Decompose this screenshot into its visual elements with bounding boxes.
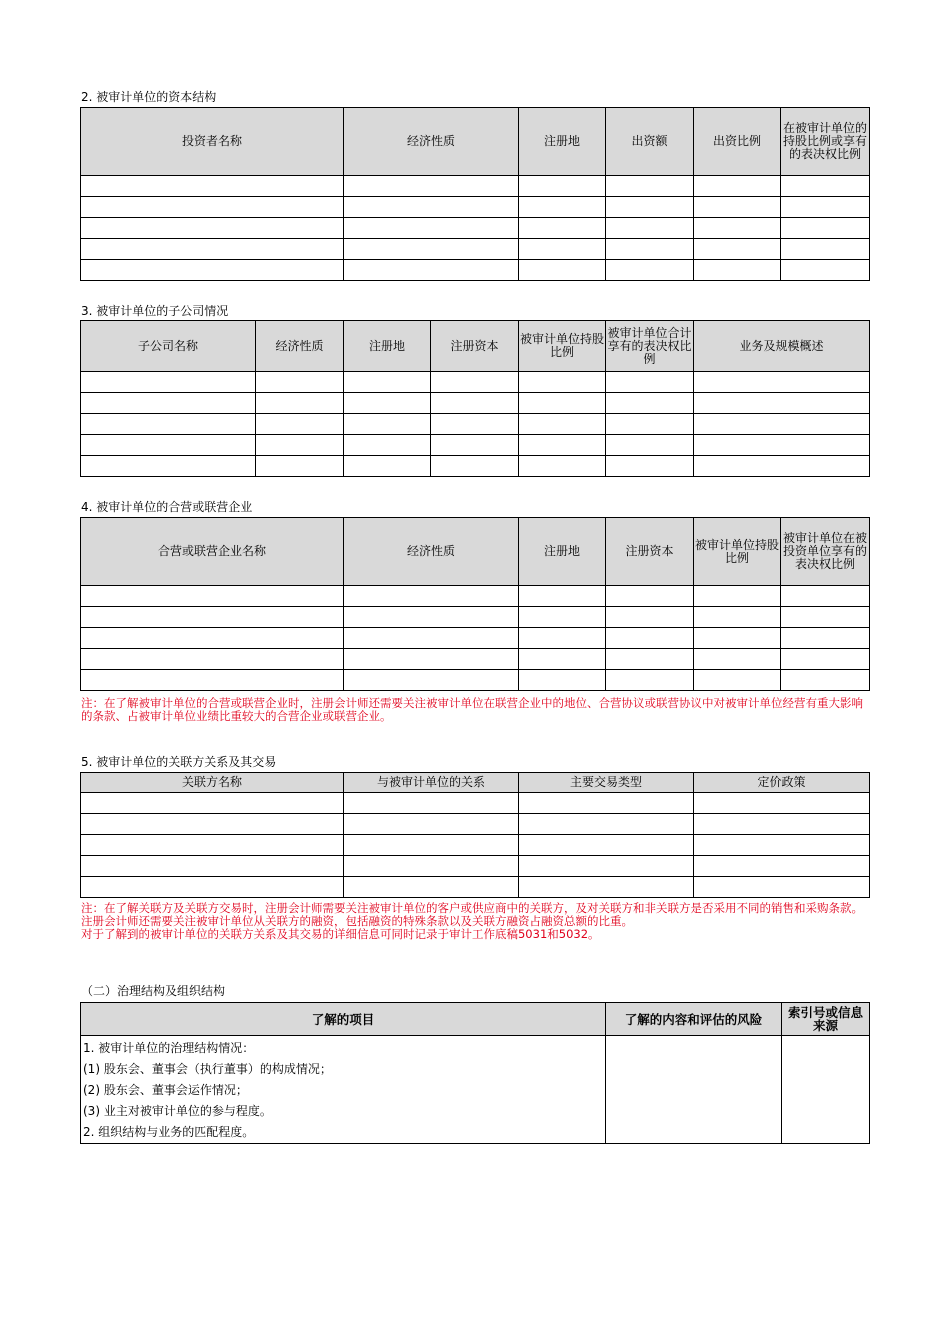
header-economic-nature: 经济性质 bbox=[344, 518, 519, 586]
header-related-party-name: 关联方名称 bbox=[81, 773, 344, 793]
governance-item: (3) 业主对被审计单位的参与程度。 bbox=[83, 1104, 272, 1118]
table-row bbox=[81, 260, 870, 281]
header-voting-ratio: 被审计单位在被投资单位享有的表决权比例 bbox=[781, 518, 870, 586]
related-parties-note bbox=[81, 902, 871, 941]
header-subsidiary-name: 子公司名称 bbox=[81, 321, 256, 372]
header-business-overview: 业务及规模概述 bbox=[694, 321, 870, 372]
table-row bbox=[81, 197, 870, 218]
table-row bbox=[81, 456, 870, 477]
table-row bbox=[81, 628, 870, 649]
table-row bbox=[81, 793, 870, 814]
joint-ventures-title: 4. 被审计单位的合营或联营企业 bbox=[81, 500, 253, 514]
table-row bbox=[81, 176, 870, 197]
header-holding-ratio: 被审计单位持股比例 bbox=[519, 321, 606, 372]
header-contribution-amount: 出资额 bbox=[606, 108, 694, 176]
table-row bbox=[81, 814, 870, 835]
header-transaction-type: 主要交易类型 bbox=[519, 773, 694, 793]
table-row bbox=[81, 239, 870, 260]
header-registered-place: 注册地 bbox=[519, 518, 606, 586]
header-registered-capital: 注册资本 bbox=[606, 518, 694, 586]
header-index-source: 索引号或信息来源 bbox=[782, 1003, 870, 1036]
table-row bbox=[81, 218, 870, 239]
header-contribution-ratio: 出资比例 bbox=[694, 108, 781, 176]
table-row bbox=[81, 835, 870, 856]
header-economic-nature: 经济性质 bbox=[344, 108, 519, 176]
governance-content-cell[interactable] bbox=[606, 1036, 782, 1144]
subsidiaries-title: 3. 被审计单位的子公司情况 bbox=[81, 304, 229, 318]
table-row bbox=[81, 856, 870, 877]
table-row bbox=[81, 607, 870, 628]
table-row bbox=[81, 414, 870, 435]
capital-structure-title: 2. 被审计单位的资本结构 bbox=[81, 90, 217, 104]
related-parties-title: 5. 被审计单位的关联方关系及其交易 bbox=[81, 755, 277, 769]
related-parties-table bbox=[80, 772, 870, 898]
joint-ventures-note: 注：在了解被审计单位的合营或联营企业时，注册会计师还需要关注被审计单位在联营企业中的地位、合营协议或联营协议中对被审计单位经营有重大影响的条款、占被审计单位业绩比重较大的合营企业或联营企业。 bbox=[81, 696, 863, 723]
table-row bbox=[81, 393, 870, 414]
header-pricing-policy: 定价政策 bbox=[694, 773, 870, 793]
capital-structure-table bbox=[80, 107, 870, 281]
header-registered-capital: 注册资本 bbox=[431, 321, 519, 372]
table-row bbox=[81, 372, 870, 393]
related-parties-note-text: 注：在了解关联方及关联方交易时，注册会计师需要关注被审计单位的客户或供应商中的关联方，及对关联方和非关联方是否采用不同的销售和采购条款。注册会计师还需要关注被审计单位从关联方的融资，包括融资的特殊条款以及关联方融资占融资总额的比重。 bbox=[81, 901, 863, 928]
governance-items-cell bbox=[81, 1036, 606, 1144]
table-row bbox=[81, 877, 870, 898]
header-registered-place: 注册地 bbox=[519, 108, 606, 176]
table-row bbox=[81, 670, 870, 691]
header-economic-nature: 经济性质 bbox=[256, 321, 344, 372]
governance-table bbox=[80, 1002, 870, 1144]
governance-item: (1) 股东会、董事会（执行董事）的构成情况； bbox=[83, 1062, 332, 1076]
header-holding-ratio: 被审计单位持股比例 bbox=[694, 518, 781, 586]
table-row bbox=[81, 649, 870, 670]
table-row bbox=[81, 586, 870, 607]
table-row bbox=[81, 435, 870, 456]
header-content-risk: 了解的内容和评估的风险 bbox=[606, 1003, 782, 1036]
governance-title: （二）治理结构及组织结构 bbox=[81, 984, 226, 998]
governance-item: 1. 被审计单位的治理结构情况： bbox=[83, 1041, 255, 1055]
subsidiaries-table bbox=[80, 320, 870, 477]
header-voting-ratio: 被审计单位合计享有的表决权比例 bbox=[606, 321, 694, 372]
header-registered-place: 注册地 bbox=[344, 321, 431, 372]
header-holding-ratio: 在被审计单位的持股比例或享有的表决权比例 bbox=[781, 108, 870, 176]
header-items: 了解的项目 bbox=[81, 1003, 606, 1036]
header-jv-name: 合营或联营企业名称 bbox=[81, 518, 344, 586]
governance-item: 2. 组织结构与业务的匹配程度。 bbox=[83, 1125, 255, 1139]
joint-ventures-table bbox=[80, 517, 870, 691]
header-investor-name: 投资者名称 bbox=[81, 108, 344, 176]
header-relationship: 与被审计单位的关系 bbox=[344, 773, 519, 793]
governance-item: (2) 股东会、董事会运作情况； bbox=[83, 1083, 248, 1097]
governance-index-cell[interactable] bbox=[782, 1036, 870, 1144]
related-parties-note-reference: 对于了解到的被审计单位的关联方关系及其交易的详细信息可同时记录于审计工作底稿5031和5032。 bbox=[81, 927, 600, 941]
